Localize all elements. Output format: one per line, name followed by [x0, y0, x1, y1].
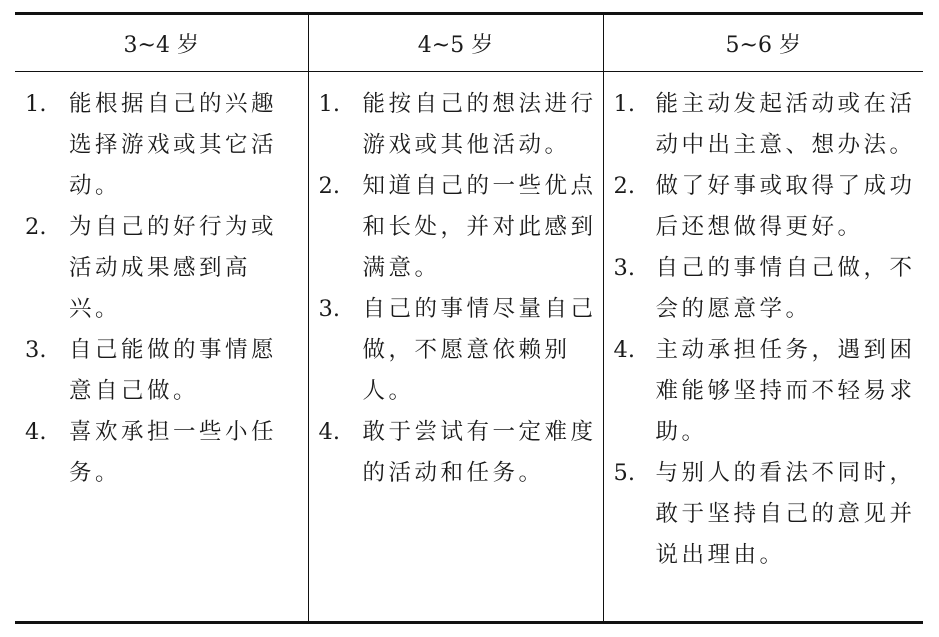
cell-age-5-6	[603, 72, 923, 623]
list-item	[319, 84, 597, 166]
list-item	[25, 84, 302, 207]
header-age-3-4: 3~4 岁	[15, 14, 308, 72]
header-age-4-5: 4~5 岁	[308, 14, 603, 72]
list-item	[319, 166, 597, 289]
list-age-5-6	[614, 84, 918, 576]
item-number: 4.	[613, 337, 635, 363]
age-goals-table-container	[15, 12, 923, 624]
list-item	[319, 412, 597, 494]
list-item	[614, 84, 918, 166]
age-goals-table	[15, 12, 923, 624]
item-number: 2.	[613, 173, 635, 199]
item-text: 自己的事情尽量自己做，不愿意依赖别人。	[362, 296, 597, 404]
item-number: 4.	[25, 419, 47, 445]
list-item	[25, 330, 302, 412]
item-number: 1.	[25, 91, 47, 117]
list-item	[25, 207, 302, 330]
item-text: 自己的事情自己做，不会的愿意学。	[655, 255, 916, 322]
cell-age-4-5	[308, 72, 603, 623]
item-number: 3.	[25, 337, 47, 363]
list-item	[25, 412, 302, 494]
item-number: 2.	[25, 214, 47, 240]
list-item	[614, 330, 918, 453]
item-text: 喜欢承担一些小任务。	[69, 419, 278, 486]
item-number: 3.	[613, 255, 635, 281]
item-number: 1.	[318, 91, 340, 117]
list-item	[319, 289, 597, 412]
header-age-5-6: 5~6 岁	[603, 14, 923, 72]
item-text: 能主动发起活动或在活动中出主意、想办法。	[655, 91, 916, 158]
content-row	[15, 72, 923, 623]
item-text: 能按自己的想法进行游戏或其他活动。	[362, 91, 597, 158]
item-text: 自己能做的事情愿意自己做。	[69, 337, 278, 404]
item-number: 5.	[613, 460, 635, 486]
item-number: 2.	[318, 173, 340, 199]
item-text: 能根据自己的兴趣选择游戏或其它活动。	[69, 91, 278, 199]
list-age-4-5	[319, 84, 597, 494]
item-number: 3.	[318, 296, 340, 322]
list-item	[614, 248, 918, 330]
item-text: 与别人的看法不同时，敢于坚持自己的意见并说出理由。	[655, 460, 916, 568]
item-number: 4.	[318, 419, 340, 445]
item-text: 主动承担任务，遇到困难能够坚持而不轻易求助。	[655, 337, 916, 445]
cell-age-3-4	[15, 72, 308, 623]
item-text: 敢于尝试有一定难度的活动和任务。	[362, 419, 597, 486]
list-age-3-4	[25, 84, 302, 494]
item-text: 知道自己的一些优点和长处，并对此感到满意。	[362, 173, 597, 281]
item-number: 1.	[613, 91, 635, 117]
header-row	[15, 14, 923, 72]
list-item	[614, 166, 918, 248]
item-text: 为自己的好行为或活动成果感到高兴。	[69, 214, 278, 322]
item-text: 做了好事或取得了成功后还想做得更好。	[655, 173, 916, 240]
list-item	[614, 453, 918, 576]
